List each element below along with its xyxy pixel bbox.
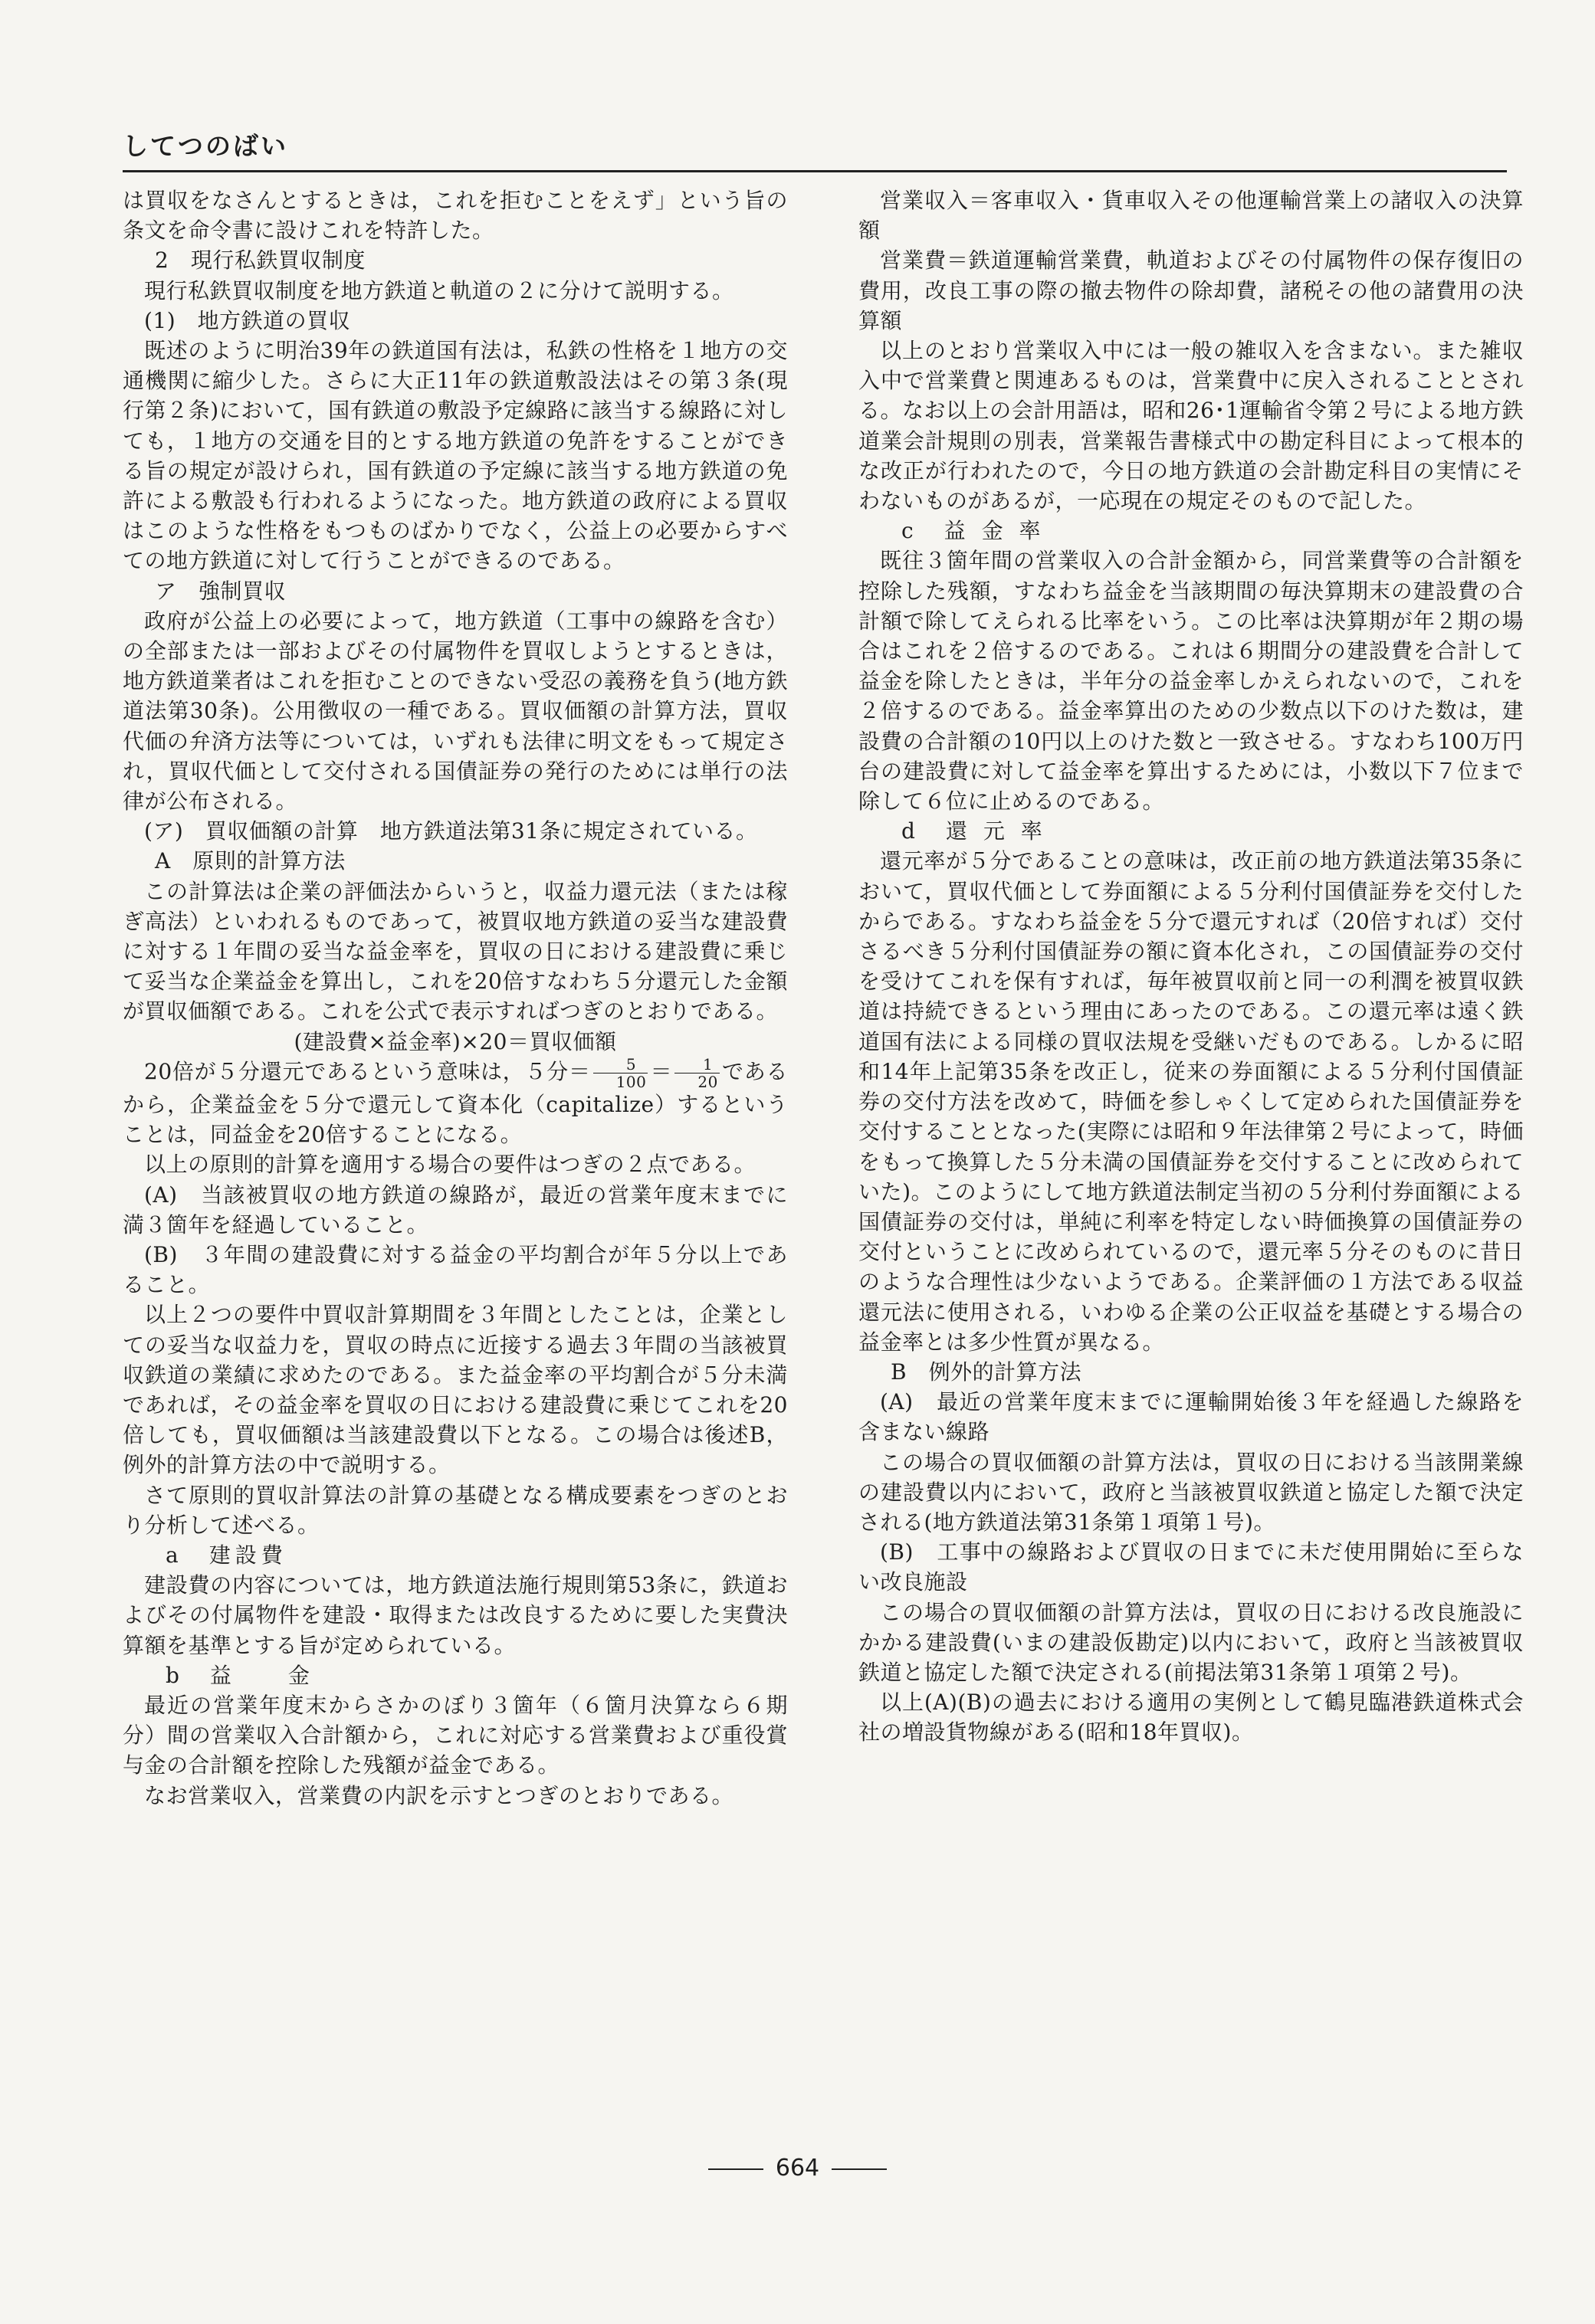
page-number-dash-left: [708, 2168, 763, 2170]
paragraph: 現行私鉄買収制度を地方鉄道と軌道の２に分けて説明する。: [144, 277, 734, 303]
paragraph: 既述のように明治39年の鉄道国有法は，私鉄の性格を１地方の交通機関に縮少した。さらに大正11年の鉄道敷設法はその第３条(現行第２条)において，国有鉄道の敷設予定線路に該当する線路に対しても，１地方の交通を目的とする地方鉄道の免許をすることができる旨の規定が設けられ，国有鉄道の予定線に該当する地方鉄道の免許による敷設も行われるようになった。地方鉄道の政府による買収はこのような性格をもつものばかりでなく，公益上の必要からすべての地方鉄道に対して行うことができるのである。: [123, 338, 788, 574]
running-header: してつのばい: [123, 131, 288, 161]
paragraph: 以上の原則的計算を適用する場合の要件はつぎの２点である。: [144, 1152, 756, 1178]
paragraph: さて原則的買収計算法の計算の基礎となる構成要素をつぎのとおり分析して述べる。: [123, 1482, 788, 1538]
text-run: であるから，企業益金を５分で還元して資本化（capitalize）するということは，同益金を20倍することになる。: [123, 1058, 788, 1148]
paragraph: なお営業収入，営業費の内訳を示すとつぎのとおりである。: [144, 1782, 734, 1808]
paragraph: この計算法は企業の評価法からいうと，収益力還元法（または稼ぎ高法）といわれるものであって，被買収地方鉄道の妥当な建設費に対する１年間の妥当な益金率を，買収の日における建設費に乗じて妥当な企業益金を算出し，これを20倍すなわち５分還元した金額が買収価額である。これを公式で表示すればつぎのとおりである。: [123, 878, 788, 1024]
section-heading: a 建設費: [166, 1542, 287, 1568]
section-heading: 2 現行私鉄買収制度: [155, 247, 366, 274]
section-heading: (ア) 買収価額の計算 地方鉄道法第31条に規定されている。: [144, 818, 758, 844]
paragraph: は買収をなさんとするときは，これを拒むことをえず」という旨の条文を命令書に設けこれを特許した。: [123, 188, 788, 244]
section-heading: ア 強制買収: [155, 578, 287, 604]
text-run: 20倍が５分還元であるという意味は，５分＝: [144, 1058, 591, 1084]
paragraph: 政府が公益上の必要によって，地方鉄道（工事中の線路を含む）の全部または一部およびその付属物件を買収しようとするときは，地方鉄道業者はこれを拒むことのできない受忍の義務を負う(地方鉄道法第30条)。公用徴収の一種である。買収価額の計算方法，買収代価の弁済方法等については，いずれも法律に明文をもって規定され，買収代価として交付される国債証券の発行のためには単行の法律が公布される。: [123, 608, 788, 815]
paragraph: 以上のとおり営業収入中には一般の雑収入を含まない。また雑収入中で営業費と関連あるものは，営業費中に戻入されることとされる。なお以上の会計用語は，昭和26･1運輸省令第２号による地方鉄道業会計規則の別表，営業報告書様式中の勘定科目によって根本的な改正が行われたので，今日の地方鉄道の会計勘定科目の実情にそわないものがあるが，一応現在の規定そのもので記した。: [858, 338, 1524, 514]
section-heading: d 還 元 率: [901, 818, 1047, 844]
section-heading: A 原則的計算方法: [155, 848, 346, 874]
section-heading: b 益 金: [166, 1662, 314, 1688]
fraction-denominator: 20: [697, 1072, 718, 1091]
paragraph: (B) ３年間の建設費に対する益金の平均割合が年５分以上であること。: [123, 1241, 788, 1298]
fraction-numerator: 5: [593, 1057, 648, 1073]
paragraph: 還元率が５分であることの意味は，改正前の地方鉄道法第35条において，買収代価として券面額による５分利付国債証券を交付したからである。すなわち益金を５分で還元すれば（20倍すれば）交付さるべき５分利付国債証券の額に資本化され，この国債証券の交付を受けてこれを保有すれば，毎年被買収前と同一の利潤を被買収鉄道は持続できるという理由にあったのである。この還元率は遠く鉄道国有法による同様の買収法規を受継いだものである。しかるに昭和14年上記第35条を改正し，従来の券面額による５分利付国債証券の交付方法を改めて，時価を参しゃくして定められた国債証券を交付することとなった(実際には昭和９年法律第２号によって，時価をもって換算した５分未満の国債証券を交付することに改められていた)。このようにして地方鉄道法制定当初の５分利付券面額による国債証券の交付は，単純に利率を特定しない時価換算の国債証券の交付ということに改められているので，還元率５分そのものに昔日のような合理性は少ないようである。企業評価の１方法である収益還元法に使用される，いわゆる企業の公正収益を基礎とする場合の益金率とは多少性質が異なる。: [858, 848, 1524, 1355]
paragraph-with-fraction: [123, 1054, 788, 1149]
equals-sign: ＝: [650, 1058, 673, 1084]
paragraph: 建設費の内容については，地方鉄道法施行規則第53条に，鉄道およびその付属物件を建設・取得または改良するために要した実費決算額を基準とする旨が定められている。: [123, 1572, 788, 1658]
paragraph: (A) 最近の営業年度末までに運輸開始後３年を経過した線路を含まない線路: [858, 1389, 1524, 1445]
paragraph: 以上(A)(B)の過去における適用の実例として鶴見臨港鉄道株式会社の増設貨物線がある(昭和18年買収)。: [858, 1690, 1524, 1745]
paragraph: (A) 当該被買収の地方鉄道の線路が，最近の営業年度末までに満３箇年を経過していること。: [123, 1182, 788, 1237]
paragraph: 営業収入＝客車収入・貨車収入その他運輸営業上の諸収入の決算額: [858, 188, 1524, 244]
page-number-dash-right: [832, 2168, 887, 2170]
paragraph: この場合の買収価額の計算方法は，買収の日における改良施設にかかる建設費(いまの建設仮勘定)以内において，政府と当該被買収鉄道と協定した額で決定される(前掲法第31条第１項第２号)。: [858, 1599, 1524, 1685]
page-number-value: 664: [775, 2155, 820, 2181]
section-heading: B 例外的計算方法: [891, 1359, 1082, 1385]
fraction-denominator: 100: [615, 1072, 647, 1091]
formula: (建設費×益金率)×20＝買収価額: [294, 1028, 617, 1054]
header-rule: [123, 170, 1507, 172]
left-column: [123, 185, 788, 1811]
fraction-5-100: [593, 1054, 648, 1091]
right-column: [858, 185, 1524, 1748]
paragraph: 営業費＝鉄道運輸営業費，軌道およびその付属物件の保存復旧の費用，改良工事の際の撤去物件の除却費，諸税その他の諸費用の決算額: [858, 247, 1524, 333]
fraction-numerator: 1: [674, 1057, 719, 1073]
paragraph: この場合の買収価額の計算方法は，買収の日における当該開業線の建設費以内において，政府と当該被買収鉄道と協定した額で決定される(地方鉄道法第31条第１項第１号)。: [858, 1449, 1524, 1535]
section-heading: (1) 地方鉄道の買収: [144, 307, 351, 333]
paragraph: 既往３箇年間の営業収入の合計金額から，同営業費等の合計額を控除した残額，すなわち益金を当該期間の毎決算期末の建設費の合計額で除してえられる比率をいう。この比率は決算期が年２期の場合はこれを２倍するのである。これは６期間分の建設費を合計して益金を除したときは，半年分の益金率しかえられないので，これを２倍するのである。益金率算出のための少数点以下のけた数は，建設費の合計額の10円以上のけた数と一致させる。すなわち100万円台の建設費に対して益金率を算出するためには，小数以下７位まで除して６位に止めるのである。: [858, 548, 1524, 815]
fraction-1-20: [674, 1054, 719, 1091]
paragraph: (B) 工事中の線路および買収の日までに未だ使用開始に至らない改良施設: [858, 1539, 1524, 1595]
paragraph: 最近の営業年度末からさかのぼり３箇年（６箇月決算なら６期分）間の営業収入合計額から，これに対応する営業費および重役賞与金の合計額を控除した残額が益金である。: [123, 1692, 788, 1778]
section-heading: c 益 金 率: [901, 518, 1045, 544]
page-number: [0, 2155, 1595, 2181]
paragraph: 以上２つの要件中買収計算期間を３年間としたことは，企業としての妥当な収益力を，買収の時点に近接する過去３年間の当該被買収鉄道の業績に求めたのである。また益金率の平均割合が５分未満であれば，その益金率を買収の日における建設費に乗じてこれを20倍しても，買収価額は当該建設費以下となる。この場合は後述B，例外的計算方法の中で説明する。: [123, 1302, 788, 1478]
